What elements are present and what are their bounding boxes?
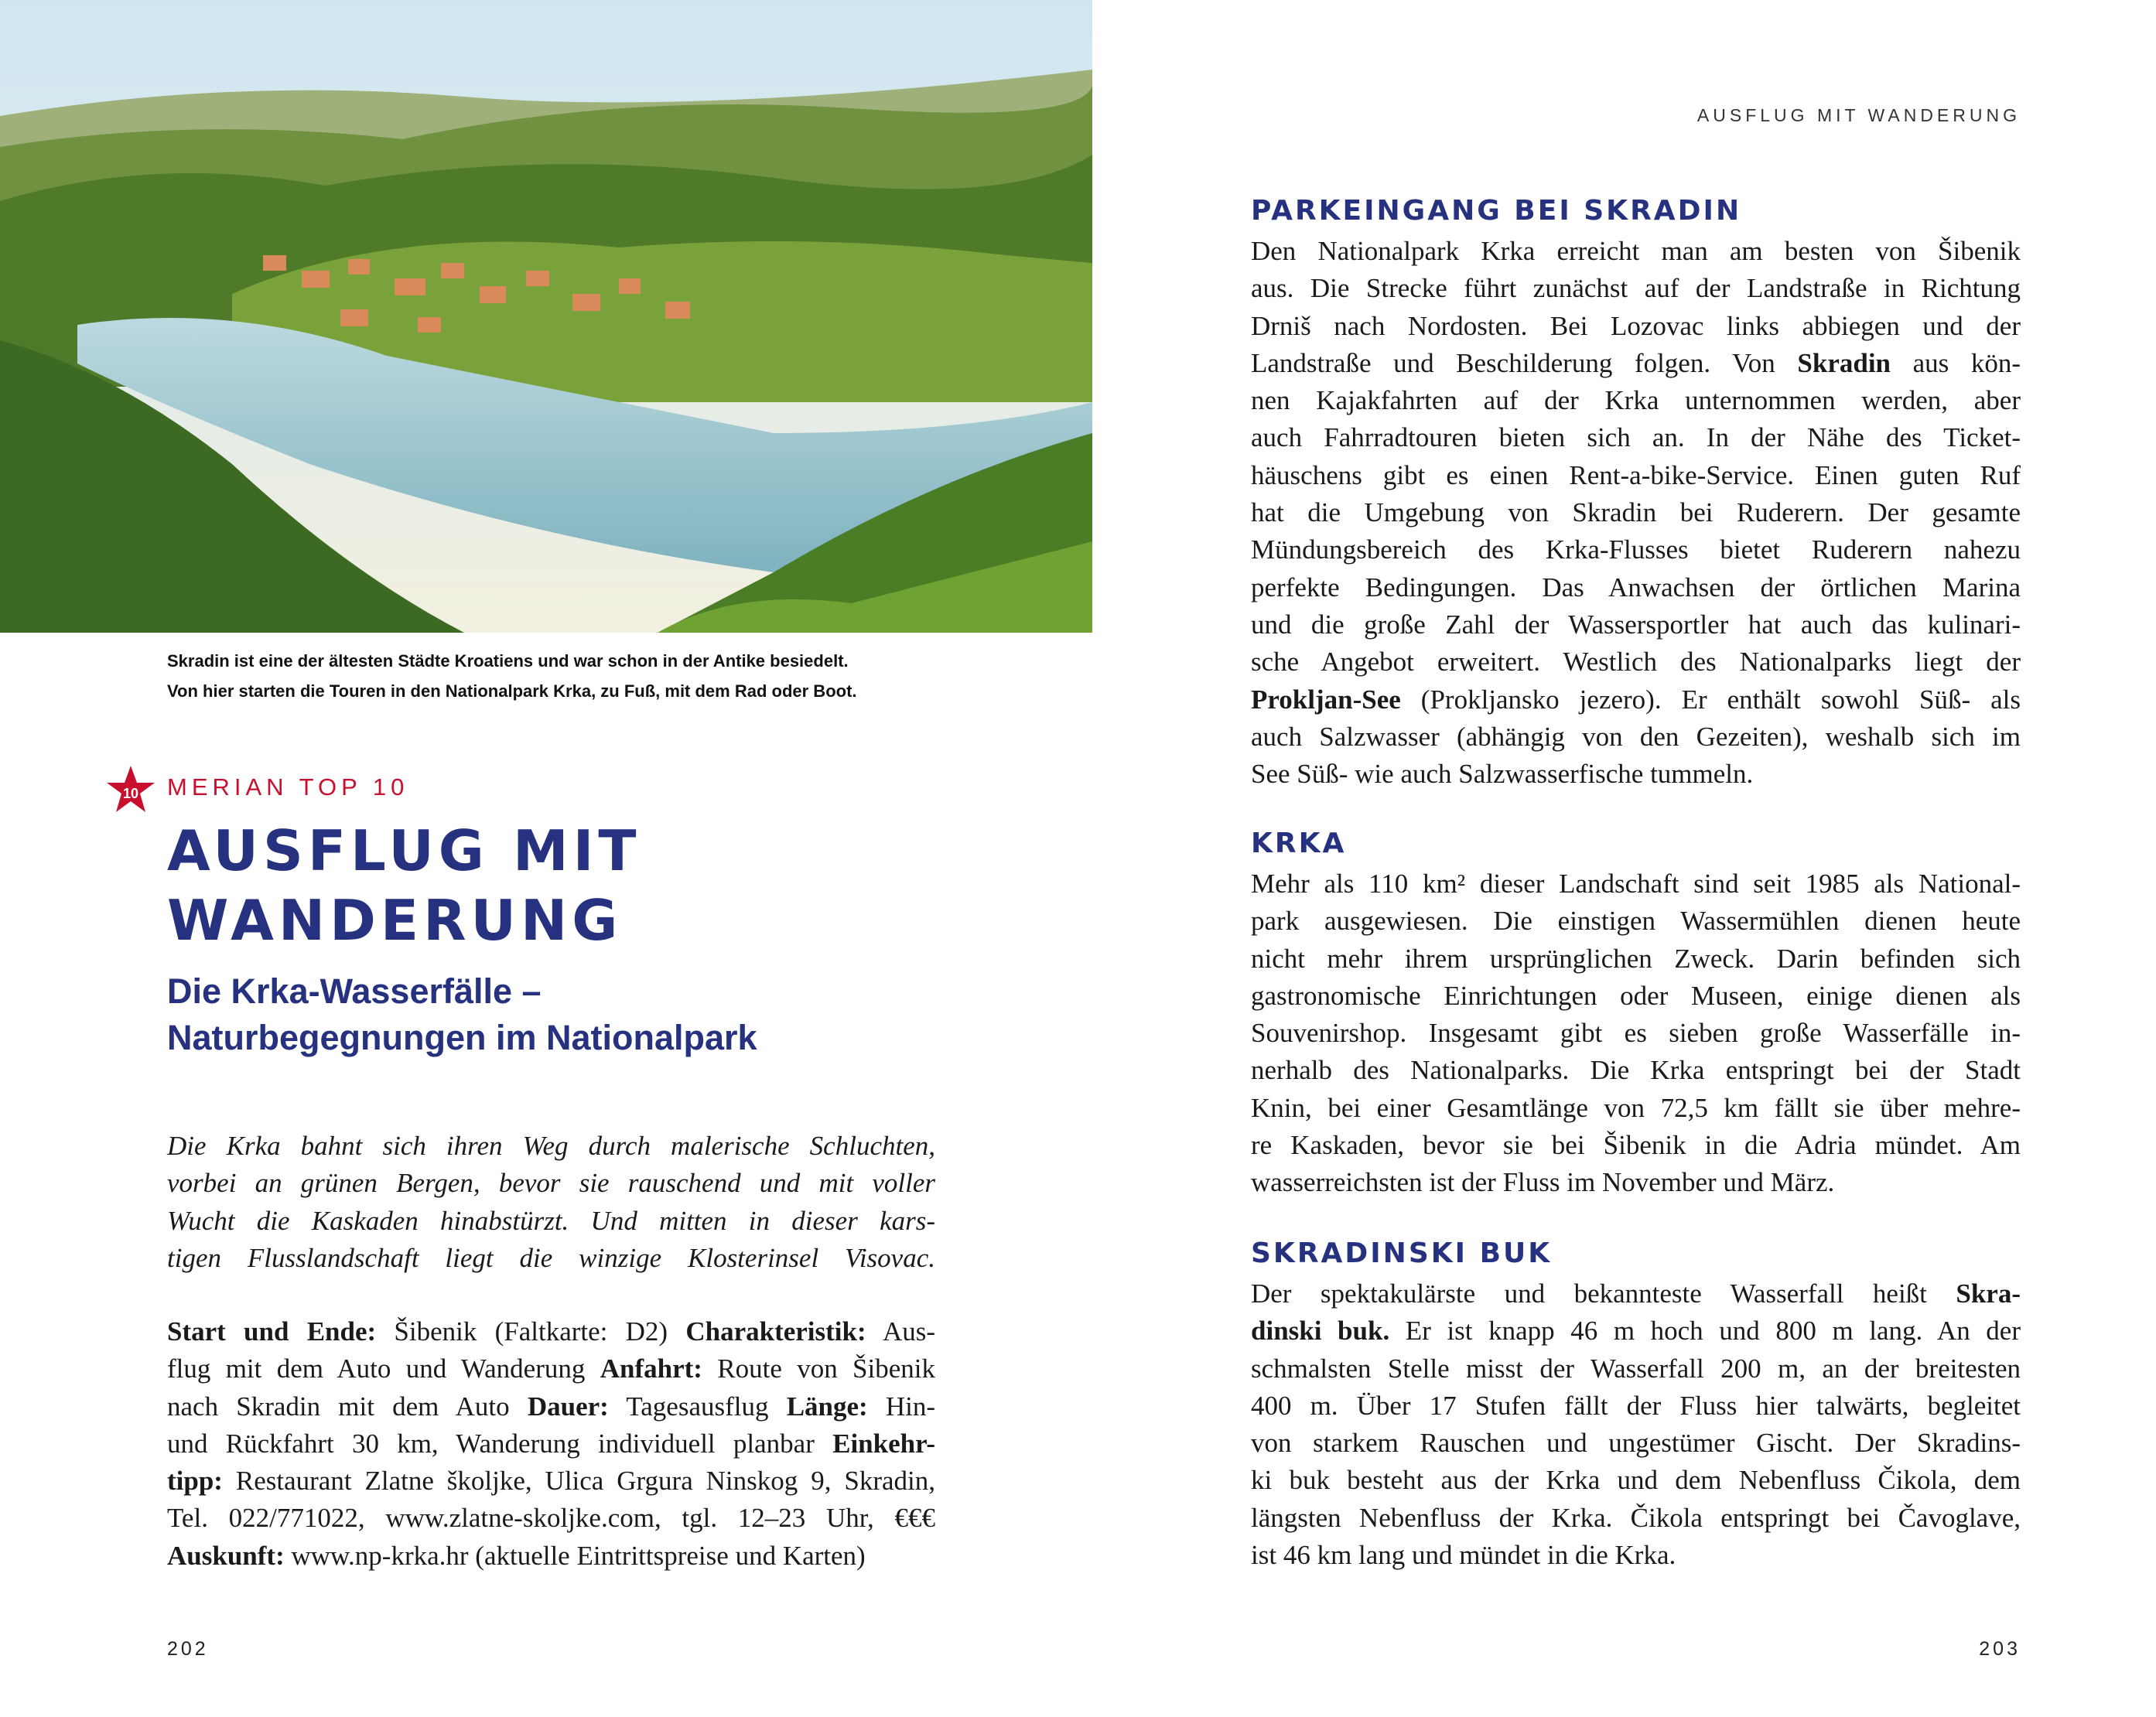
text-line — [1251, 569, 2021, 606]
text-line — [1251, 756, 2021, 793]
text-run: park ausgewiesen. Die einstigen Wassermühlen dienen heute — [1251, 906, 2021, 937]
text-run: nerhalb des Nationalparks. Die Krka entspringt bei der Stadt — [1251, 1055, 2021, 1086]
text-line — [1251, 1015, 2021, 1052]
text-line — [1251, 531, 2021, 568]
running-head: AUSFLUG MIT WANDERUNG — [1696, 105, 2021, 125]
text-run: Hin- — [867, 1391, 936, 1422]
text-line — [1251, 719, 2021, 756]
text-run: www.np-krka.hr (aktuelle Eintrittspreise und Karten) — [284, 1540, 866, 1571]
text-line — [1251, 457, 2021, 494]
text-run: Drniš nach Nordosten. Bei Lozovac links abbiegen und der — [1251, 310, 2021, 341]
text-run: Route von Šibenik — [702, 1353, 935, 1384]
text-line — [1251, 865, 2021, 903]
text-line — [1251, 940, 2021, 978]
text-run: gastronomische Einrichtungen oder Museen, einige dienen als — [1251, 980, 2021, 1011]
text-run: perfekte Bedingungen. Das Anwachsen der örtlichen Marina — [1251, 572, 2021, 602]
text-run: nen Kajakfahrten auf der Krka unternommen werden, aber — [1251, 385, 2021, 416]
bold-term: Skradin — [1797, 347, 1891, 378]
text-run: längsten Nebenfluss der Krka. Čikola entspringt bei Čavoglave, — [1251, 1502, 2021, 1533]
text-line — [1251, 233, 2021, 270]
bold-term: tipp: — [167, 1466, 223, 1497]
text-run: Er ist knapp 46 m hoch und 800 m lang. An der — [1389, 1316, 2021, 1347]
bold-term: Anfahrt: — [600, 1353, 702, 1384]
photo-caption — [167, 646, 1057, 706]
text-line — [167, 1463, 935, 1500]
text-run: aus. Die Strecke führt zunächst auf der Landstraße in Richtung — [1251, 273, 2021, 304]
text-run: Wucht die Kaskaden hinabstürzt. Und mitten in dieser kars- — [167, 1205, 935, 1236]
bold-term: dinski buk. — [1251, 1316, 1390, 1347]
text-line — [167, 1313, 935, 1350]
text-run: aus kön- — [1891, 347, 2021, 378]
text-line — [1251, 419, 2021, 456]
text-run: (Prokljansko jezero). Er enthält sowohl Süß- als — [1400, 684, 2021, 715]
text-run: wasserreichsten ist der Fluss im November und März. — [1251, 1167, 1835, 1198]
text-line — [1251, 1312, 2021, 1350]
title-line: AUSFLUG MIT — [167, 818, 641, 883]
text-run: Souvenirshop. Insgesamt gibt es sieben große Wasserfälle in- — [1251, 1018, 2021, 1049]
text-line — [167, 1165, 935, 1202]
text-line — [167, 1350, 935, 1388]
section-heading: SKRADINSKI BUK — [1251, 1237, 1553, 1269]
text-line — [167, 1538, 935, 1575]
subtitle-line: Die Krka-Wasserfälle – — [167, 971, 542, 1011]
text-line — [1251, 1275, 2021, 1312]
text-run: schmalsten Stelle misst der Wasserfall 200 m, an der breitesten — [1251, 1353, 2021, 1384]
text-line — [1251, 1537, 2021, 1574]
text-run: re Kaskaden, bevor sie bei Šibenik in die Adria mündet. Am — [1251, 1130, 2021, 1161]
text-run: und die große Zahl der Wassersportler hat auch das kulinari- — [1251, 609, 2021, 640]
text-run: auch Salzwasser (abhängig von den Gezeiten), weshalb sich im — [1251, 721, 2021, 752]
text-run: Šibenik (Faltkarte: D2) — [376, 1316, 686, 1347]
section-heading: KRKA — [1251, 828, 1347, 859]
text-run: Tagesausflug — [608, 1391, 787, 1422]
text-run: flug mit dem Auto und Wanderung — [167, 1353, 600, 1384]
text-line — [1251, 903, 2021, 940]
text-line — [167, 1240, 935, 1277]
bold-term: Dauer: — [527, 1391, 609, 1422]
text-run: von starkem Rauschen und ungestümer Gischt. Der Skradins- — [1251, 1428, 2021, 1459]
text-run: Landstraße und Beschilderung folgen. Von — [1251, 347, 1798, 378]
text-line — [1251, 1425, 2021, 1462]
page-subtitle — [167, 968, 757, 1061]
text-run: nach Skradin mit dem Auto — [167, 1391, 528, 1422]
bold-term: Prokljan-See — [1251, 684, 1401, 715]
text-run: Die Krka bahnt sich ihren Weg durch malerische Schluchten, — [167, 1131, 935, 1161]
text-line — [1251, 1350, 2021, 1388]
text-line — [1251, 1500, 2021, 1537]
text-run: tigen Flusslandschaft liegt die winzige Klosterinsel Visovac. — [167, 1242, 935, 1273]
text-run: sche Angebot erweitert. Westlich des Nationalparks liegt der — [1251, 647, 2021, 678]
star-number: 10 — [122, 786, 139, 801]
text-run: Tel. 022/771022, www.zlatne-skoljke.com, tgl. 12–23 Uhr, €€€ — [167, 1503, 935, 1534]
text-line — [1251, 978, 2021, 1015]
bold-term: Skra- — [1956, 1278, 2021, 1309]
text-line — [167, 1203, 935, 1240]
text-line — [167, 1128, 935, 1165]
caption-line: Von hier starten die Touren in den Nationalpark Krka, zu Fuß, mit dem Rad oder Boot. — [167, 681, 857, 701]
text-line — [1251, 681, 2021, 719]
text-line — [1251, 308, 2021, 345]
text-line — [167, 1500, 935, 1537]
merian-top10-star-icon — [107, 766, 155, 814]
page-number-right: 203 — [1979, 1638, 2021, 1660]
bold-term: Auskunft: — [167, 1540, 285, 1571]
text-line — [1251, 1090, 2021, 1127]
bold-term: Start und Ende: — [167, 1316, 377, 1347]
text-run: Aus- — [866, 1316, 936, 1347]
text-run: 400 m. Über 17 Stufen fällt der Fluss hier talwärts, begleitet — [1251, 1390, 2021, 1421]
text-line — [1251, 270, 2021, 307]
text-line — [1251, 1462, 2021, 1499]
text-run: Den Nationalpark Krka erreicht man am besten von Šibenik — [1251, 236, 2021, 266]
text-line — [1251, 1164, 2021, 1201]
text-run: ki buk besteht aus der Krka und dem Nebenfluss Čikola, dem — [1251, 1465, 2021, 1496]
text-run: Knin, bei einer Gesamtlänge von 72,5 km fällt sie über mehre- — [1251, 1092, 2021, 1123]
merian-top10-label: MERIAN TOP 10 — [167, 773, 409, 800]
text-run: auch Fahrradtouren bieten sich an. In der Nähe des Ticket- — [1251, 422, 2021, 453]
bold-term: Einkehr- — [832, 1428, 935, 1459]
section-heading: PARKEINGANG BEI SKRADIN — [1251, 195, 1742, 227]
text-line — [1251, 643, 2021, 681]
text-run: vorbei an grünen Bergen, bevor sie rauschend und mit voller — [167, 1168, 935, 1199]
text-run: Mündungsbereich des Krka-Flusses bietet Ruderern nahezu — [1251, 534, 2021, 565]
text-line — [1251, 1052, 2021, 1089]
intro-paragraph — [167, 1128, 935, 1277]
caption-line: Skradin ist eine der ältesten Städte Kroatiens und war schon in der Antike besiedelt. — [167, 651, 849, 671]
text-run: nicht mehr ihrem ursprünglichen Zweck. Darin befinden sich — [1251, 943, 2021, 974]
text-run: Der spektakulärste und bekannteste Wasserfall heißt — [1251, 1278, 1956, 1309]
text-run: hat die Umgebung von Skradin bei Ruderern. Der gesamte — [1251, 497, 2021, 528]
text-run: See Süß- wie auch Salzwasserfische tummeln. — [1251, 759, 1754, 790]
text-line — [1251, 1388, 2021, 1425]
text-line — [1251, 606, 2021, 643]
text-run: ist 46 km lang und mündet in die Krka. — [1251, 1540, 1676, 1571]
text-line — [1251, 345, 2021, 382]
section-body — [1251, 233, 2021, 793]
bold-term: Charakteristik: — [685, 1316, 866, 1347]
title-line: WANDERUNG — [167, 888, 623, 953]
text-line — [1251, 494, 2021, 531]
text-run: Mehr als 110 km² dieser Landschaft sind seit 1985 als National- — [1251, 869, 2021, 899]
text-line — [1251, 382, 2021, 419]
text-run: häuschens gibt es einen Rent-a-bike-Service. Einen guten Ruf — [1251, 459, 2021, 490]
text-line — [1251, 1127, 2021, 1164]
info-box — [167, 1313, 935, 1575]
section-body — [1251, 865, 2021, 1202]
page-title — [167, 816, 641, 955]
bold-term: Länge: — [786, 1391, 868, 1422]
page-number-left: 202 — [167, 1638, 209, 1660]
subtitle-line: Naturbegegnungen im Nationalpark — [167, 1018, 757, 1057]
text-line — [167, 1425, 935, 1463]
text-run: Restaurant Zlatne školjke, Ulica Grgura Ninskog 9, Skradin, — [222, 1466, 935, 1497]
landscape-photo — [0, 0, 1092, 633]
text-run: und Rückfahrt 30 km, Wanderung individuell planbar — [167, 1428, 833, 1459]
text-line — [167, 1388, 935, 1425]
section-body — [1251, 1275, 2021, 1574]
